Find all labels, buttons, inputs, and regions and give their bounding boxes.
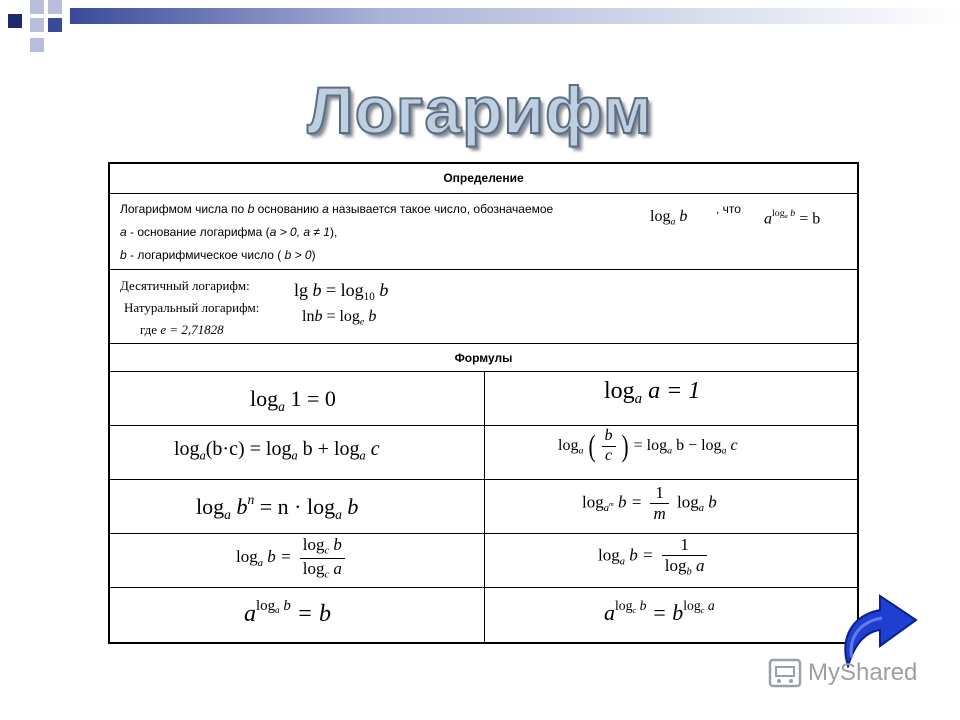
column-divider [484, 372, 485, 642]
formula-basic-identity: $a^{log_a b} = b$ [244, 598, 331, 628]
formula-log-a-b: $\log_a b$ [650, 208, 688, 228]
euler-constant: где e = 2,71828 [140, 322, 224, 337]
formula-change-of-base: $\log_a b$ = $\frac{\log_c b}{\log_c a}$ [236, 536, 349, 581]
formula-log-power: $\log_a b^n = n \cdot \log_a b$ [196, 492, 359, 522]
formula-decimal-log: $\lg b = \log_{10} b$ [294, 280, 389, 303]
myshared-logo [768, 656, 917, 690]
base-power-fraction: $\frac{1}{m}$ [650, 484, 668, 523]
cart-icon [768, 658, 802, 688]
formula-natural-log: $\ln b = \log_e b$ [302, 308, 377, 328]
formulas-header: Формулы [110, 344, 857, 372]
formula-swap-base: $\log_a b$ = $\frac{1}{\log_b a}$ [598, 536, 711, 578]
corner-decoration [0, 0, 960, 60]
formula-log-base-power: $\log_{a^m} b$ = $\frac{1}{m}$ $\log_a b$ [582, 483, 717, 523]
page-title: Логарифм [307, 73, 653, 147]
formula-log-a-1: $\log_a 1 = 0$ [250, 386, 336, 414]
definition-header: Определение [110, 164, 857, 194]
decimal-log-label: Десятичный логарифм: [120, 278, 250, 293]
special-logs [110, 270, 857, 344]
formula-log-a-a: $\log_a a = 1$ [604, 378, 701, 408]
formula-exponent-swap: $a^{log_c b} = b^{log_c a}$ [604, 598, 715, 626]
change-of-base-fraction: $\frac{\log_c b}{\log_c a}$ [300, 536, 345, 581]
formula-log-product: $\log_a(b\cdot c) = \log_a b + \log_a c$ [174, 438, 380, 463]
definition-line-3: b - логарифмическое число ( b > 0) [120, 248, 316, 262]
definition-line-2: a - основание логарифма (a > 0, a ≠ 1), [120, 225, 338, 239]
logo-text: MyShared [808, 659, 918, 686]
definition-body [110, 194, 857, 270]
natural-log-label: Натуральный логарифм: [124, 300, 260, 315]
formula-definition-identity: $a^{log_a b} = b$ [764, 208, 821, 228]
formula-log-quotient: $\log_a$ ( $\frac{b}{c}$ ) = $\log_a b - \log_a c$ [558, 427, 738, 464]
quotient-fraction: $\frac{b}{c}$ [602, 428, 616, 465]
definition-line-1-end: , что [716, 202, 741, 216]
swap-base-fraction: $\frac{1}{\log_b a}$ [662, 536, 708, 578]
logarithm-table [108, 162, 859, 644]
definition-line-1: Логарифмом числа по b основанию a называется такое число, обозначаемое [120, 202, 554, 216]
